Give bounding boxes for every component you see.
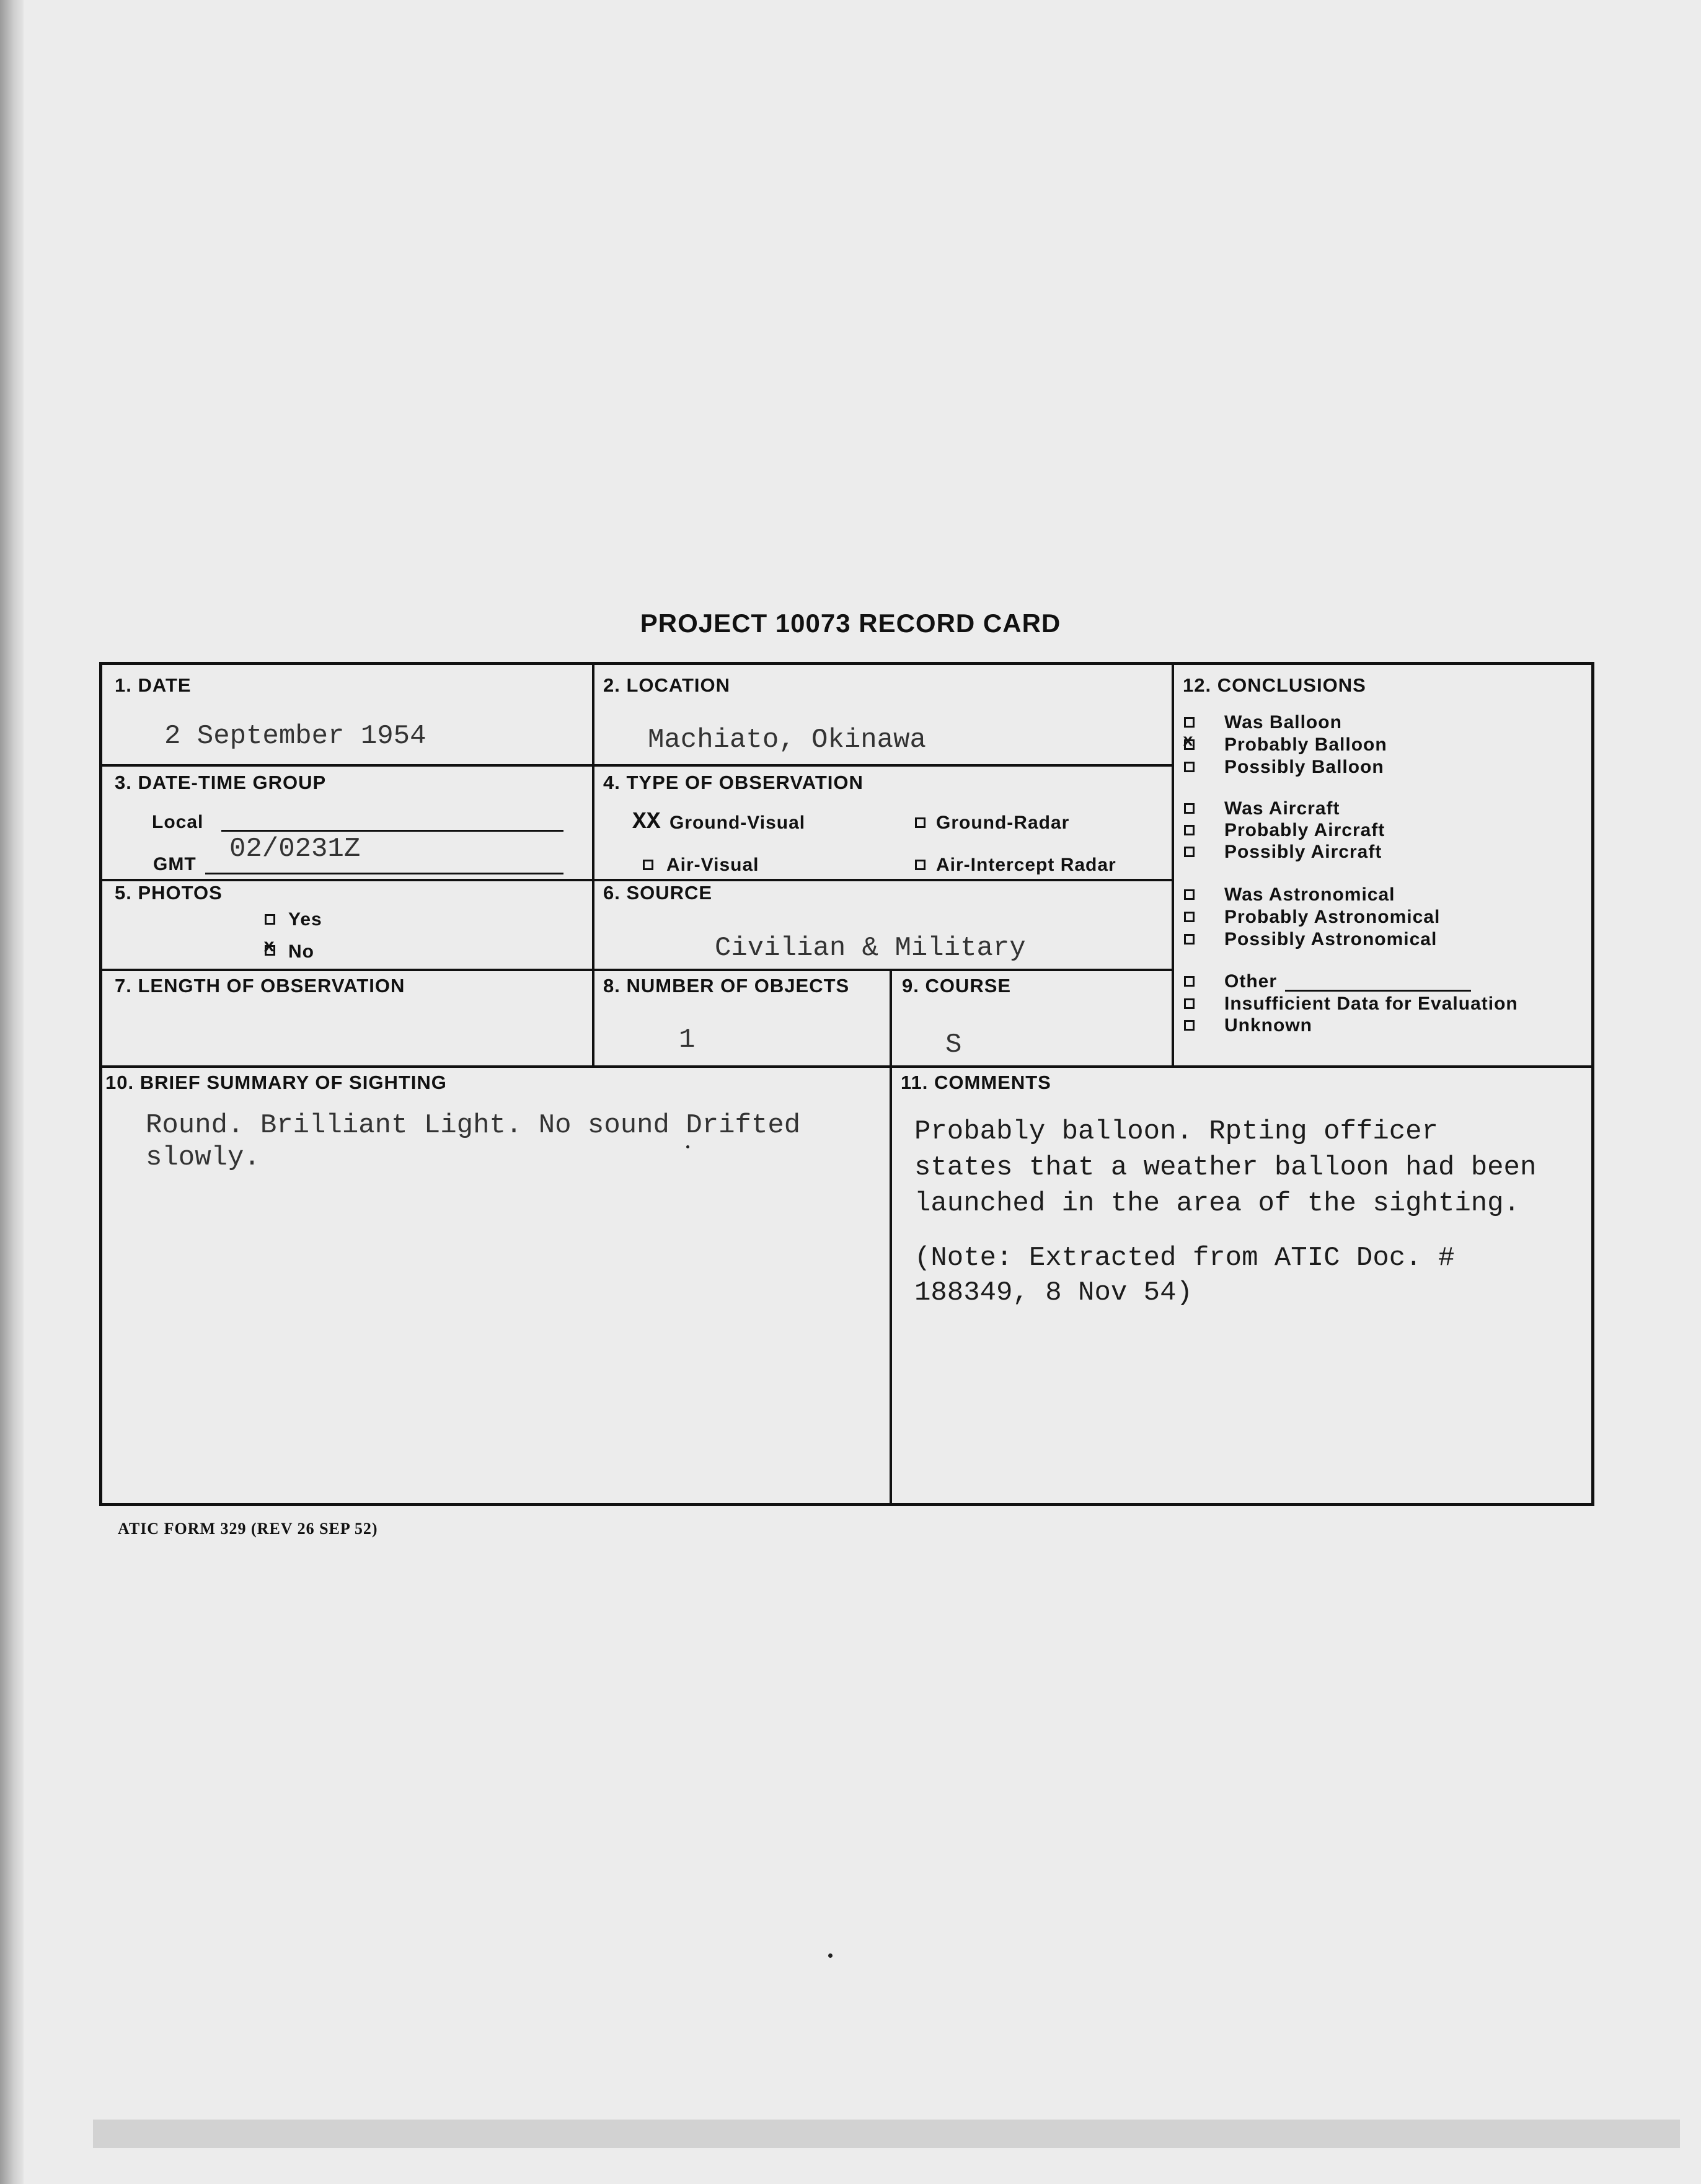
comments-line-3: launched in the area of the sighting. <box>914 1188 1520 1219</box>
possibly-aircraft-checkbox[interactable] <box>1184 847 1195 857</box>
course-label: 9. COURSE <box>902 975 1012 997</box>
comments-note-line-2: 188349, 8 Nov 54) <box>914 1277 1193 1308</box>
record-card <box>99 662 1594 1506</box>
ground-radar-option: Ground-Radar <box>936 812 1070 833</box>
length-of-observation-label: 7. LENGTH OF OBSERVATION <box>115 975 405 997</box>
scan-speck <box>828 1953 833 1958</box>
course-value: S <box>945 1029 962 1060</box>
brief-summary-line-1: Round. Brilliant Light. No sound Drifted <box>146 1110 801 1141</box>
photos-no-option: No <box>288 941 314 962</box>
probably-aircraft-checkbox[interactable] <box>1184 825 1195 835</box>
date-label: 1. DATE <box>115 674 192 696</box>
photos-no-checkmark: x <box>263 936 275 958</box>
air-intercept-radar-checkbox[interactable] <box>915 860 926 870</box>
source-label: 6. SOURCE <box>603 882 713 904</box>
photos-yes-checkbox[interactable] <box>265 914 275 925</box>
local-time-line <box>221 830 563 832</box>
other-checkbox[interactable] <box>1184 976 1195 987</box>
location-value: Machiato, Okinawa <box>648 724 926 755</box>
row-divider-3 <box>102 969 1172 971</box>
gmt-label: GMT <box>153 854 197 874</box>
ground-visual-checkmark: XX <box>632 809 661 835</box>
gmt-line <box>205 873 563 874</box>
photos-label: 5. PHOTOS <box>115 882 223 904</box>
row-divider-2 <box>102 879 1172 881</box>
ground-visual-option: Ground-Visual <box>669 812 806 833</box>
air-visual-checkbox[interactable] <box>643 860 653 870</box>
row-divider-1 <box>102 764 1172 767</box>
air-intercept-radar-option: Air-Intercept Radar <box>936 855 1116 875</box>
probably-balloon-option: Probably Balloon <box>1224 734 1387 755</box>
brief-summary-line-2: slowly. <box>146 1142 260 1173</box>
comments-line-2: states that a weather balloon had been <box>914 1152 1537 1183</box>
probably-astronomical-option: Probably Astronomical <box>1224 907 1441 927</box>
card-title: PROJECT 10073 RECORD CARD <box>640 609 1061 638</box>
air-visual-option: Air-Visual <box>666 855 759 875</box>
comments-line-1: Probably balloon. Rpting officer <box>914 1116 1438 1147</box>
unknown-option: Unknown <box>1224 1015 1312 1036</box>
form-id: ATIC FORM 329 (REV 26 SEP 52) <box>118 1520 378 1538</box>
local-time-label: Local <box>152 812 204 832</box>
possibly-astronomical-option: Possibly Astronomical <box>1224 929 1438 949</box>
date-time-group-label: 3. DATE-TIME GROUP <box>115 772 327 793</box>
comments-note-line-1: (Note: Extracted from ATIC Doc. # <box>914 1243 1455 1274</box>
probably-aircraft-option: Probably Aircraft <box>1224 820 1385 840</box>
probably-astronomical-checkbox[interactable] <box>1184 912 1195 922</box>
possibly-balloon-option: Possibly Balloon <box>1224 757 1384 777</box>
scan-speck <box>686 1145 689 1148</box>
scan-bottom-shadow <box>93 2120 1680 2148</box>
was-astronomical-checkbox[interactable] <box>1184 889 1195 900</box>
number-of-objects-label: 8. NUMBER OF OBJECTS <box>603 975 850 997</box>
was-astronomical-option: Was Astronomical <box>1224 884 1395 905</box>
brief-summary-label: 10. BRIEF SUMMARY OF SIGHTING <box>105 1072 447 1093</box>
col-divider-objects <box>890 969 892 1503</box>
unknown-checkbox[interactable] <box>1184 1020 1195 1031</box>
comments-label: 11. COMMENTS <box>901 1072 1051 1093</box>
location-label: 2. LOCATION <box>603 674 731 696</box>
conclusions-label: 12. CONCLUSIONS <box>1183 674 1366 696</box>
scan-edge-shadow <box>0 0 24 2184</box>
insufficient-data-option: Insufficient Data for Evaluation <box>1224 993 1518 1014</box>
was-aircraft-checkbox[interactable] <box>1184 803 1195 814</box>
probably-balloon-checkmark: x <box>1183 732 1193 751</box>
source-value: Civilian & Military <box>715 933 1026 964</box>
possibly-balloon-checkbox[interactable] <box>1184 762 1195 772</box>
ground-radar-checkbox[interactable] <box>915 817 926 828</box>
row-divider-4 <box>102 1065 1591 1068</box>
col-divider-right <box>1172 665 1174 1065</box>
other-line <box>1285 990 1471 992</box>
was-aircraft-option: Was Aircraft <box>1224 798 1340 819</box>
gmt-value: 02/0231Z <box>229 834 361 865</box>
col-divider-left <box>592 665 594 1068</box>
possibly-astronomical-checkbox[interactable] <box>1184 934 1195 944</box>
possibly-aircraft-option: Possibly Aircraft <box>1224 842 1382 862</box>
observation-type-label: 4. TYPE OF OBSERVATION <box>603 772 864 793</box>
was-balloon-checkbox[interactable] <box>1184 717 1195 728</box>
photos-yes-option: Yes <box>288 909 322 930</box>
insufficient-data-checkbox[interactable] <box>1184 998 1195 1009</box>
number-of-objects-value: 1 <box>679 1024 696 1055</box>
other-option: Other <box>1224 971 1278 992</box>
was-balloon-option: Was Balloon <box>1224 712 1342 733</box>
date-value: 2 September 1954 <box>164 721 426 752</box>
